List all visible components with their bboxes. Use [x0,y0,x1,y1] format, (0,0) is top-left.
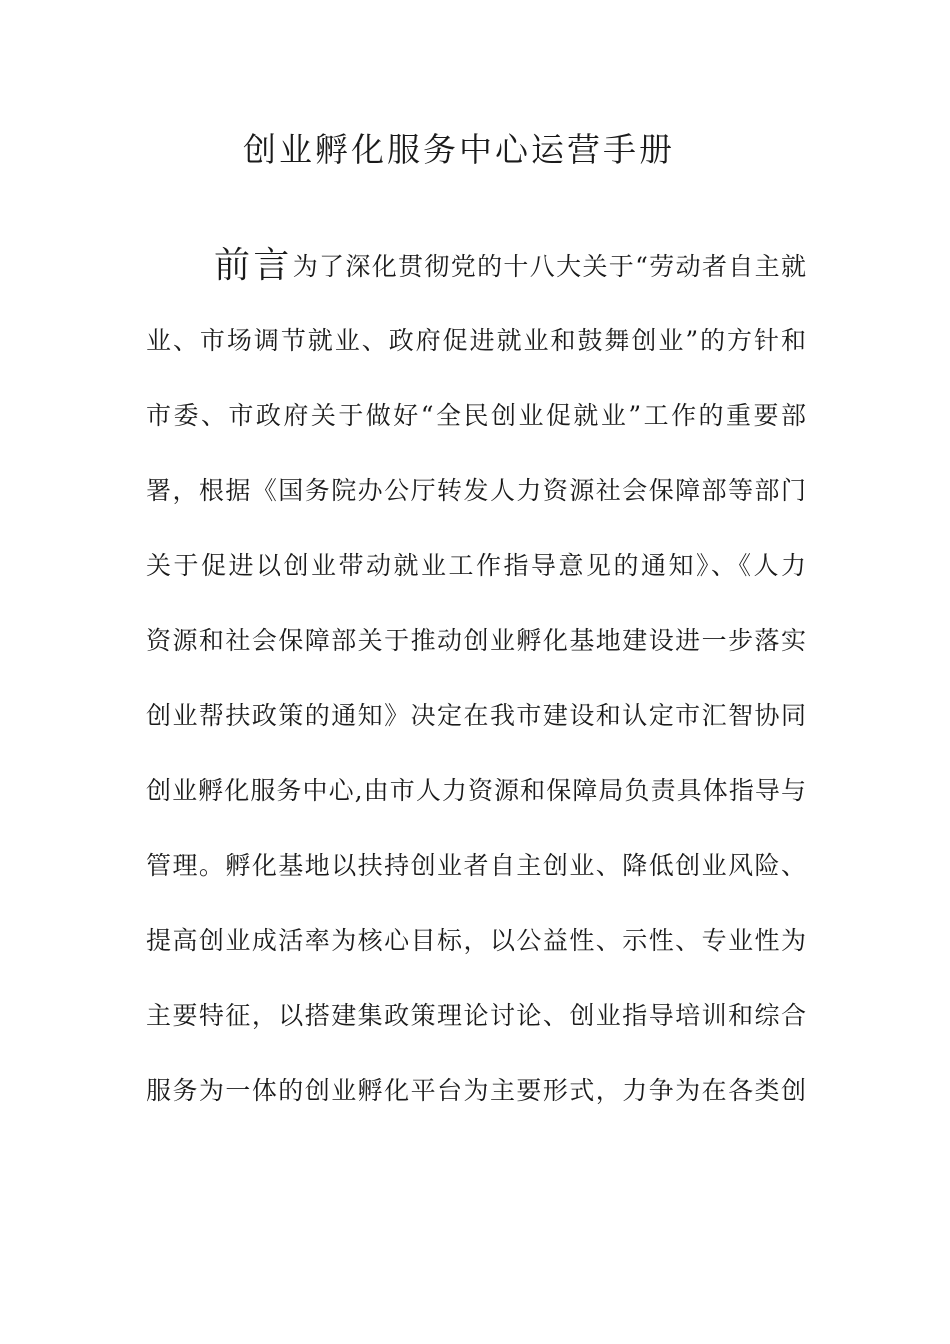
body-line [146,240,806,315]
body-line: 服务为一体的创业孵化平台为主要形式，力争为在各类创 [146,1076,806,1105]
body-line: 创业帮扶政策的通知》决定在我市建设和认定市汇智协同 [146,701,806,730]
body-line: 创业孵化服务中心,由市人力资源和保障局负责具体指导与 [146,776,806,805]
document-title: 创业孵化服务中心运营手册 [243,130,675,169]
body-line: 管理。孵化基地以扶持创业者自主创业、降低创业风险、 [146,851,806,880]
body-line: 业、市场调节就业、政府促进就业和鼓舞创业”的方针和 [146,326,806,355]
body-line: 关于促进以创业带动就业工作指导意见的通知》、《人力 [146,551,806,580]
body-line: 署，根据《国务院办公厅转发人力资源社会保障部等部门 [146,476,806,505]
preface-body [146,240,806,1140]
body-line: 市委、市政府关于做好“全民创业促就业”工作的重要部 [146,401,806,430]
preface-heading: 前言 [214,245,293,286]
body-line: 主要特征，以搭建集政策理论讨论、创业指导培训和综合 [146,1001,806,1030]
body-line-text: 为了深化贯彻党的十八大关于“劳动者自主就 [292,252,806,281]
body-line: 提高创业成活率为核心目标，以公益性、示性、专业性为 [146,926,806,955]
body-line: 资源和社会保障部关于推动创业孵化基地建设进一步落实 [146,626,806,655]
